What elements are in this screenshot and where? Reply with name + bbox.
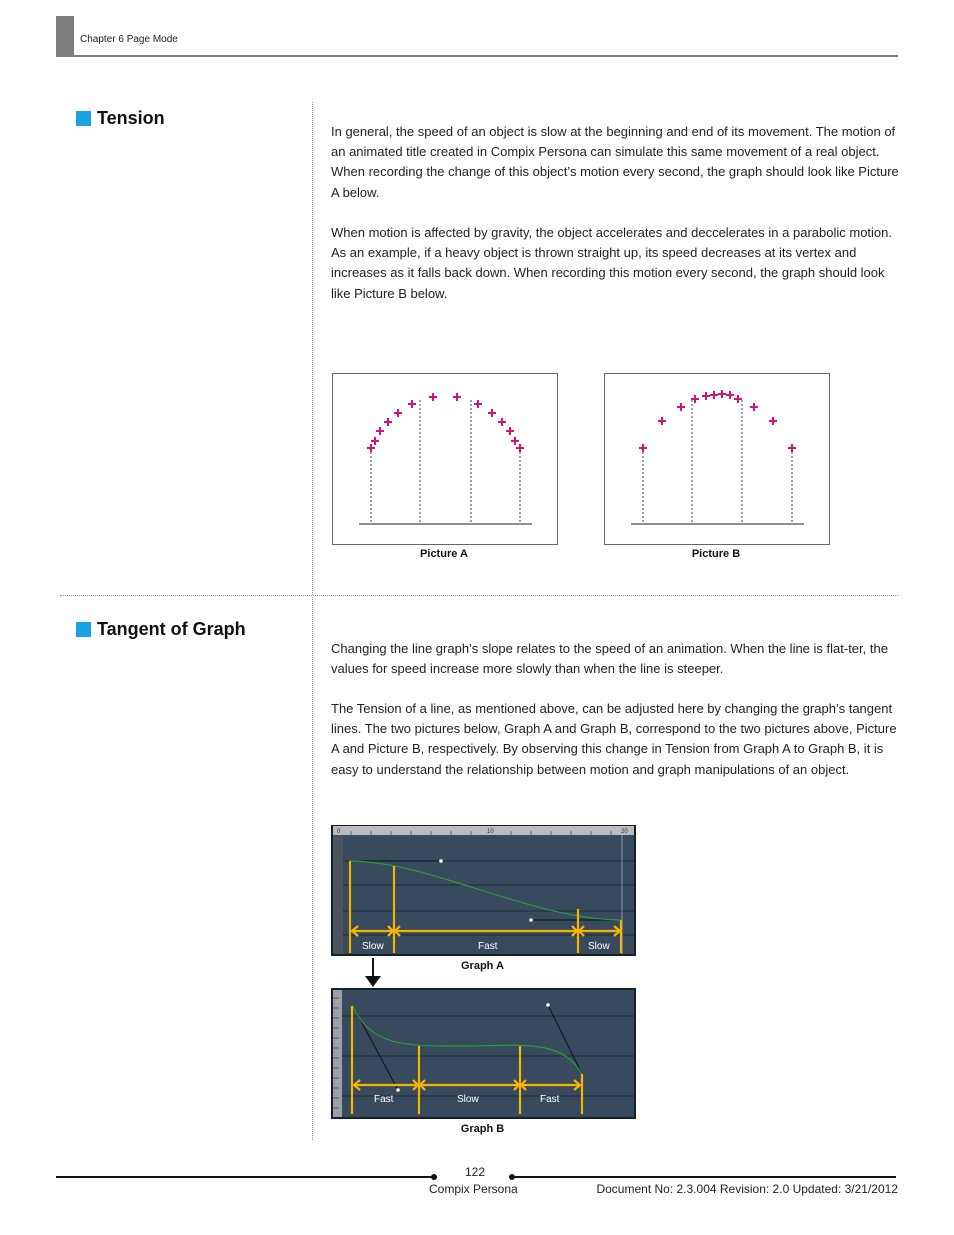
header-rule [56,55,898,57]
footer-rule-right [513,1176,896,1178]
arrow-down-icon [364,958,382,988]
graph-a [331,825,636,956]
time-ruler [333,826,634,835]
marker [718,390,726,398]
marker [453,393,461,401]
ruler-label: 0 [337,829,341,835]
ruler-label: 20 [621,829,628,835]
tangent-paragraph-2: The Tension of a line, as mentioned above, can be adjusted here by changing the graph’s tangent lines. The two pictures below, Graph A and Graph B, correspond to the two pictures above, Picture A and Picture B, respectively. By observing this change in Tension from Graph A to Graph B, it is easy to understand the relationship between motion and graph manipulations of an object. [331,701,897,777]
interval-label: Fast [374,1094,394,1105]
graph-area [343,835,634,954]
marker [734,395,742,403]
marker [710,391,718,399]
marker [371,437,379,445]
marker [394,409,402,417]
graph-b [331,988,636,1119]
tangent-handle-point[interactable] [439,859,443,863]
picture-b [604,373,830,545]
picture-b-caption: Picture B [691,548,741,560]
page-number: 122 [464,1165,486,1179]
footer-document-info: Document No: 2.3.004 Revision: 2.0 Updated: 3/21/2012 [596,1182,898,1196]
value-ruler [333,835,343,954]
footer-dot [431,1174,437,1180]
heading-square-icon [76,622,91,637]
section-divider [60,595,898,596]
column-divider [312,597,313,1140]
picture-a [332,373,558,545]
header-bar [56,16,74,56]
tangent-handle-point[interactable] [529,918,533,922]
graph-a-canvas [331,825,636,956]
tension-paragraph-1: In general, the speed of an object is slow at the beginning and end of its movement. The motion of an animated title created in Compix Persona can simulate this same movement of a real object. When recording the change of this object’s motion every second, the graph should look like Picture A below. [331,124,899,200]
footer-rule-left [56,1176,434,1178]
interval-label: Slow [362,941,384,952]
tension-paragraph-2: When motion is affected by gravity, the object accelerates and deccelerates in a parabolic motion. As an example, if a heavy object is thrown straight up, its speed decreases at its vertex and increases as it falls back down. When recording this motion every second, the graph should look like Picture B below. [331,225,892,301]
marker [384,418,392,426]
marker [429,393,437,401]
marker [376,427,384,435]
column-divider [312,102,313,595]
interval-label: Slow [457,1094,479,1105]
marker [726,391,734,399]
graph-a-caption: Graph A [461,960,504,972]
graph-b-caption: Graph B [460,1123,505,1135]
tangent-title: Tangent of Graph [97,619,246,639]
marker [488,409,496,417]
marker [750,403,758,411]
marker [639,444,647,452]
marker [702,392,710,400]
marker [658,417,666,425]
tangent-handle-point[interactable] [396,1088,400,1092]
tangent-paragraph-1: Changing the line graph’s slope relates to the speed of an animation. When the line is flat-ter, the values for speed increase more slowly than when the line is steeper. [331,641,888,677]
marker [769,417,777,425]
interval-label: Slow [588,941,610,952]
marker [516,444,524,452]
tension-heading [76,108,165,129]
marker [474,400,482,408]
heading-square-icon [76,111,91,126]
tangent-heading [76,619,246,640]
picture-b-plot [605,374,829,544]
marker [677,403,685,411]
chapter-title: Chapter 6 Page Mode [80,34,178,45]
interval-label: Fast [540,1094,560,1105]
tension-title: Tension [97,108,165,128]
interval-label: Fast [478,941,498,952]
footer-product: Compix Persona [429,1182,518,1196]
ruler-label: 10 [487,829,494,835]
marker [408,400,416,408]
marker [788,444,796,452]
marker [506,427,514,435]
marker [511,437,519,445]
tangent-handle-point[interactable] [546,1003,550,1007]
picture-a-caption: Picture A [420,548,468,560]
marker [498,418,506,426]
marker [367,444,375,452]
graph-b-canvas [331,988,636,1119]
picture-a-plot [333,374,557,544]
